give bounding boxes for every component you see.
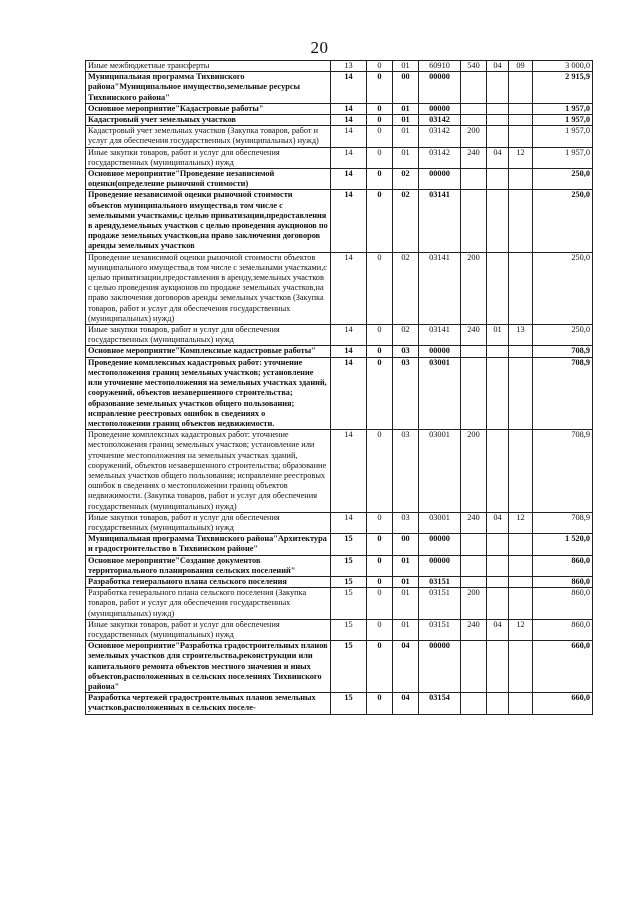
subsection-code-cell <box>509 534 533 555</box>
section-code-cell <box>487 588 509 620</box>
expense-type-code-cell: 200 <box>461 252 487 324</box>
table-row <box>86 169 593 190</box>
row-name-cell: Разработка чертежей градостроительных планов земельных участков,расположенных в сельских поселе- <box>86 693 331 714</box>
subsection-code-cell <box>509 252 533 324</box>
row-name-cell: Основное мероприятие"Проведение независимой оценки(определение рыночной стоимости) <box>86 169 331 190</box>
subprogram-code-cell: 0 <box>367 430 393 513</box>
subprogram-code-cell: 0 <box>367 357 393 429</box>
program-code-cell: 14 <box>331 190 367 252</box>
amount-cell: 1 957,0 <box>533 126 593 147</box>
subsection-code-cell <box>509 430 533 513</box>
section-code-cell <box>487 252 509 324</box>
section-code-cell <box>487 103 509 114</box>
subprogram-code-cell: 0 <box>367 190 393 252</box>
section-code-cell <box>487 346 509 357</box>
event-code-cell: 00 <box>393 534 419 555</box>
direction-code-cell: 03001 <box>419 357 461 429</box>
expense-type-code-cell <box>461 693 487 714</box>
direction-code-cell: 03154 <box>419 693 461 714</box>
subprogram-code-cell: 0 <box>367 147 393 168</box>
subprogram-code-cell: 0 <box>367 126 393 147</box>
table-row <box>86 252 593 324</box>
subsection-code-cell <box>509 72 533 104</box>
subprogram-code-cell: 0 <box>367 346 393 357</box>
program-code-cell: 14 <box>331 126 367 147</box>
event-code-cell: 01 <box>393 619 419 640</box>
table-row <box>86 576 593 587</box>
direction-code-cell: 03001 <box>419 512 461 533</box>
direction-code-cell: 03142 <box>419 147 461 168</box>
subprogram-code-cell: 0 <box>367 641 393 693</box>
event-code-cell: 03 <box>393 346 419 357</box>
row-name-cell: Иные межбюджетные трансферты <box>86 61 331 72</box>
subsection-code-cell <box>509 346 533 357</box>
row-name-cell: Проведение комплексных кадастровых работ: уточнение местоположения границ земельных участков; установление или уточнение местоположения на земельных участках зданий, сооружений, объектов незавершенного строительства; образование земельных участков общего пользования; исправление реестровых ошибок в сведениях о местоположении границ объектов недвижимости. <box>86 357 331 429</box>
budget-table <box>85 60 593 715</box>
program-code-cell: 14 <box>331 430 367 513</box>
table-row <box>86 512 593 533</box>
program-code-cell: 14 <box>331 512 367 533</box>
direction-code-cell: 00000 <box>419 534 461 555</box>
program-code-cell: 14 <box>331 115 367 126</box>
section-code-cell: 01 <box>487 325 509 346</box>
amount-cell: 860,0 <box>533 555 593 576</box>
row-name-cell: Муниципальная программа Тихвинского района"Архитектура и градостроительство в Тихвинском районе" <box>86 534 331 555</box>
row-name-cell: Иные закупки товаров, работ и услуг для обеспечения государственных (муниципальных) нужд <box>86 619 331 640</box>
expense-type-code-cell <box>461 169 487 190</box>
expense-type-code-cell <box>461 641 487 693</box>
amount-cell: 1 520,0 <box>533 534 593 555</box>
amount-cell: 250,0 <box>533 190 593 252</box>
amount-cell: 250,0 <box>533 169 593 190</box>
row-name-cell: Основное мероприятие"Кадастровые работы" <box>86 103 331 114</box>
row-name-cell: Муниципальная программа Тихвинского района"Муниципальное имущество,земельные ресурсы Тихвинского района" <box>86 72 331 104</box>
event-code-cell: 01 <box>393 147 419 168</box>
section-code-cell <box>487 576 509 587</box>
table-row <box>86 588 593 620</box>
amount-cell: 860,0 <box>533 619 593 640</box>
direction-code-cell: 03142 <box>419 115 461 126</box>
subprogram-code-cell: 0 <box>367 534 393 555</box>
direction-code-cell: 03151 <box>419 619 461 640</box>
subprogram-code-cell: 0 <box>367 103 393 114</box>
event-code-cell: 01 <box>393 61 419 72</box>
subprogram-code-cell: 0 <box>367 325 393 346</box>
subsection-code-cell <box>509 588 533 620</box>
direction-code-cell: 03142 <box>419 126 461 147</box>
expense-type-code-cell: 540 <box>461 61 487 72</box>
direction-code-cell: 03001 <box>419 430 461 513</box>
row-name-cell: Основное мероприятие"Разработка градостроительных планов земельных участков для строительства,реконструкции или капитального ремонта объектов местного значения и иных объектов,расположенных в сельских поселениях Тихвинского района" <box>86 641 331 693</box>
expense-type-code-cell: 240 <box>461 512 487 533</box>
subsection-code-cell <box>509 169 533 190</box>
subprogram-code-cell: 0 <box>367 619 393 640</box>
section-code-cell <box>487 430 509 513</box>
event-code-cell: 01 <box>393 115 419 126</box>
subprogram-code-cell: 0 <box>367 115 393 126</box>
program-code-cell: 15 <box>331 693 367 714</box>
event-code-cell: 03 <box>393 430 419 513</box>
event-code-cell: 03 <box>393 357 419 429</box>
event-code-cell: 01 <box>393 576 419 587</box>
expense-type-code-cell: 240 <box>461 619 487 640</box>
subprogram-code-cell: 0 <box>367 252 393 324</box>
row-name-cell: Иные закупки товаров, работ и услуг для обеспечения государственных (муниципальных) нужд <box>86 325 331 346</box>
direction-code-cell: 03141 <box>419 325 461 346</box>
subsection-code-cell <box>509 126 533 147</box>
row-name-cell: Кадастровый учет земельных участков (Закупка товаров, работ и услуг для обеспечения государственных (муниципальных) нужд) <box>86 126 331 147</box>
section-code-cell <box>487 169 509 190</box>
event-code-cell: 01 <box>393 555 419 576</box>
direction-code-cell: 00000 <box>419 346 461 357</box>
section-code-cell: 04 <box>487 61 509 72</box>
page-number: 20 <box>310 38 329 57</box>
program-code-cell: 13 <box>331 61 367 72</box>
program-code-cell: 14 <box>331 346 367 357</box>
direction-code-cell: 00000 <box>419 72 461 104</box>
expense-type-code-cell <box>461 357 487 429</box>
expense-type-code-cell <box>461 103 487 114</box>
direction-code-cell: 03151 <box>419 576 461 587</box>
amount-cell: 250,0 <box>533 325 593 346</box>
event-code-cell: 02 <box>393 325 419 346</box>
row-name-cell: Разработка генерального плана сельского поселения (Закупка товаров, работ и услуг для обеспечения государственных (муниципальных) нужд) <box>86 588 331 620</box>
direction-code-cell: 60910 <box>419 61 461 72</box>
program-code-cell: 14 <box>331 72 367 104</box>
section-code-cell <box>487 72 509 104</box>
event-code-cell: 02 <box>393 190 419 252</box>
direction-code-cell: 00000 <box>419 169 461 190</box>
amount-cell: 3 000,0 <box>533 61 593 72</box>
amount-cell: 708,9 <box>533 512 593 533</box>
subsection-code-cell <box>509 576 533 587</box>
amount-cell: 660,0 <box>533 641 593 693</box>
expense-type-code-cell: 200 <box>461 430 487 513</box>
subsection-code-cell <box>509 555 533 576</box>
subsection-code-cell <box>509 103 533 114</box>
expense-type-code-cell <box>461 346 487 357</box>
subsection-code-cell <box>509 115 533 126</box>
section-code-cell: 04 <box>487 512 509 533</box>
event-code-cell: 04 <box>393 693 419 714</box>
subprogram-code-cell: 0 <box>367 512 393 533</box>
amount-cell: 2 915,9 <box>533 72 593 104</box>
amount-cell: 708,9 <box>533 357 593 429</box>
table-row <box>86 357 593 429</box>
amount-cell: 660,0 <box>533 693 593 714</box>
section-code-cell <box>487 693 509 714</box>
section-code-cell <box>487 126 509 147</box>
event-code-cell: 01 <box>393 103 419 114</box>
expense-type-code-cell: 240 <box>461 325 487 346</box>
expense-type-code-cell <box>461 72 487 104</box>
program-code-cell: 15 <box>331 534 367 555</box>
row-name-cell: Проведение независимой оценки рыночной стоимости объектов муниципального имущества,в том числе с земельными участками,с целью приватизации,предоставления в аренду,земельных участков с целью проведения аукционов по продаже земельных участков,на право заключения договоров аренды земельных участков (Закупка товаров, работ и услуг для обеспечения государственных (муниципальных) нужд) <box>86 252 331 324</box>
section-code-cell <box>487 641 509 693</box>
subsection-code-cell: 12 <box>509 147 533 168</box>
direction-code-cell: 00000 <box>419 103 461 114</box>
subsection-code-cell: 12 <box>509 619 533 640</box>
row-name-cell: Основное мероприятие"Создание документов территориального планирования сельских поселений" <box>86 555 331 576</box>
table-row <box>86 619 593 640</box>
subprogram-code-cell: 0 <box>367 588 393 620</box>
table-row <box>86 693 593 714</box>
row-name-cell: Кадастровый учет земельных участков <box>86 115 331 126</box>
section-code-cell: 04 <box>487 619 509 640</box>
amount-cell: 860,0 <box>533 576 593 587</box>
expense-type-code-cell <box>461 555 487 576</box>
direction-code-cell: 00000 <box>419 641 461 693</box>
section-code-cell <box>487 555 509 576</box>
subsection-code-cell <box>509 190 533 252</box>
program-code-cell: 15 <box>331 555 367 576</box>
program-code-cell: 15 <box>331 619 367 640</box>
row-name-cell: Разработка генерального плана сельского поселения <box>86 576 331 587</box>
section-code-cell: 04 <box>487 147 509 168</box>
table-row <box>86 190 593 252</box>
direction-code-cell: 03141 <box>419 252 461 324</box>
event-code-cell: 01 <box>393 126 419 147</box>
table-row <box>86 147 593 168</box>
amount-cell: 1 957,0 <box>533 147 593 168</box>
table-row <box>86 325 593 346</box>
program-code-cell: 14 <box>331 147 367 168</box>
subprogram-code-cell: 0 <box>367 169 393 190</box>
event-code-cell: 01 <box>393 588 419 620</box>
expense-type-code-cell <box>461 534 487 555</box>
direction-code-cell: 00000 <box>419 555 461 576</box>
direction-code-cell: 03151 <box>419 588 461 620</box>
subsection-code-cell: 09 <box>509 61 533 72</box>
row-name-cell: Иные закупки товаров, работ и услуг для обеспечения государственных (муниципальных) нужд <box>86 512 331 533</box>
subsection-code-cell <box>509 641 533 693</box>
expense-type-code-cell <box>461 576 487 587</box>
subprogram-code-cell: 0 <box>367 693 393 714</box>
subprogram-code-cell: 0 <box>367 61 393 72</box>
event-code-cell: 02 <box>393 252 419 324</box>
subsection-code-cell: 12 <box>509 512 533 533</box>
subsection-code-cell <box>509 693 533 714</box>
program-code-cell: 15 <box>331 641 367 693</box>
subprogram-code-cell: 0 <box>367 555 393 576</box>
direction-code-cell: 03141 <box>419 190 461 252</box>
row-name-cell: Основное мероприятие"Комплексные кадастровые работы" <box>86 346 331 357</box>
subsection-code-cell <box>509 357 533 429</box>
amount-cell: 1 957,0 <box>533 103 593 114</box>
program-code-cell: 14 <box>331 357 367 429</box>
section-code-cell <box>487 115 509 126</box>
program-code-cell: 14 <box>331 169 367 190</box>
program-code-cell: 14 <box>331 103 367 114</box>
row-name-cell: Проведение независимой оценки рыночной стоимости объектов муниципального имущества,в том числе с земельными участками,с целью приватизации,предоставления в аренду,земельных участков с целью проведения аукционов по продаже земельных участков,на право заключения договоров аренды земельных участков <box>86 190 331 252</box>
table-row <box>86 430 593 513</box>
section-code-cell <box>487 357 509 429</box>
expense-type-code-cell: 200 <box>461 126 487 147</box>
table-row <box>86 61 593 72</box>
program-code-cell: 15 <box>331 588 367 620</box>
event-code-cell: 04 <box>393 641 419 693</box>
section-code-cell <box>487 190 509 252</box>
amount-cell: 1 957,0 <box>533 115 593 126</box>
row-name-cell: Проведение комплексных кадастровых работ: уточнение местоположения границ земельных участков; установление или уточнение местоположения на земельных участках зданий, сооружений, объектов незавершенного строительства; образование земельных участков общего пользования; исправление реестровых ошибок в сведениях о местоположении границ объектов недвижимости. (Закупка товаров, работ и услуг для обеспечения государственных (муниципальных) нужд) <box>86 430 331 513</box>
amount-cell: 860,0 <box>533 588 593 620</box>
table-body <box>86 61 593 715</box>
table-row <box>86 115 593 126</box>
subsection-code-cell: 13 <box>509 325 533 346</box>
expense-type-code-cell <box>461 115 487 126</box>
subprogram-code-cell: 0 <box>367 576 393 587</box>
table-row <box>86 641 593 693</box>
amount-cell: 250,0 <box>533 252 593 324</box>
table-row <box>86 346 593 357</box>
section-code-cell <box>487 534 509 555</box>
table-row <box>86 126 593 147</box>
event-code-cell: 02 <box>393 169 419 190</box>
amount-cell: 708,9 <box>533 430 593 513</box>
expense-type-code-cell <box>461 190 487 252</box>
program-code-cell: 14 <box>331 252 367 324</box>
amount-cell: 708,9 <box>533 346 593 357</box>
program-code-cell: 14 <box>331 325 367 346</box>
subprogram-code-cell: 0 <box>367 72 393 104</box>
event-code-cell: 00 <box>393 72 419 104</box>
expense-type-code-cell: 200 <box>461 588 487 620</box>
program-code-cell: 15 <box>331 576 367 587</box>
event-code-cell: 03 <box>393 512 419 533</box>
table-row <box>86 103 593 114</box>
table-row <box>86 555 593 576</box>
expense-type-code-cell: 240 <box>461 147 487 168</box>
table-row <box>86 72 593 104</box>
row-name-cell: Иные закупки товаров, работ и услуг для обеспечения государственных (муниципальных) нужд <box>86 147 331 168</box>
table-row <box>86 534 593 555</box>
